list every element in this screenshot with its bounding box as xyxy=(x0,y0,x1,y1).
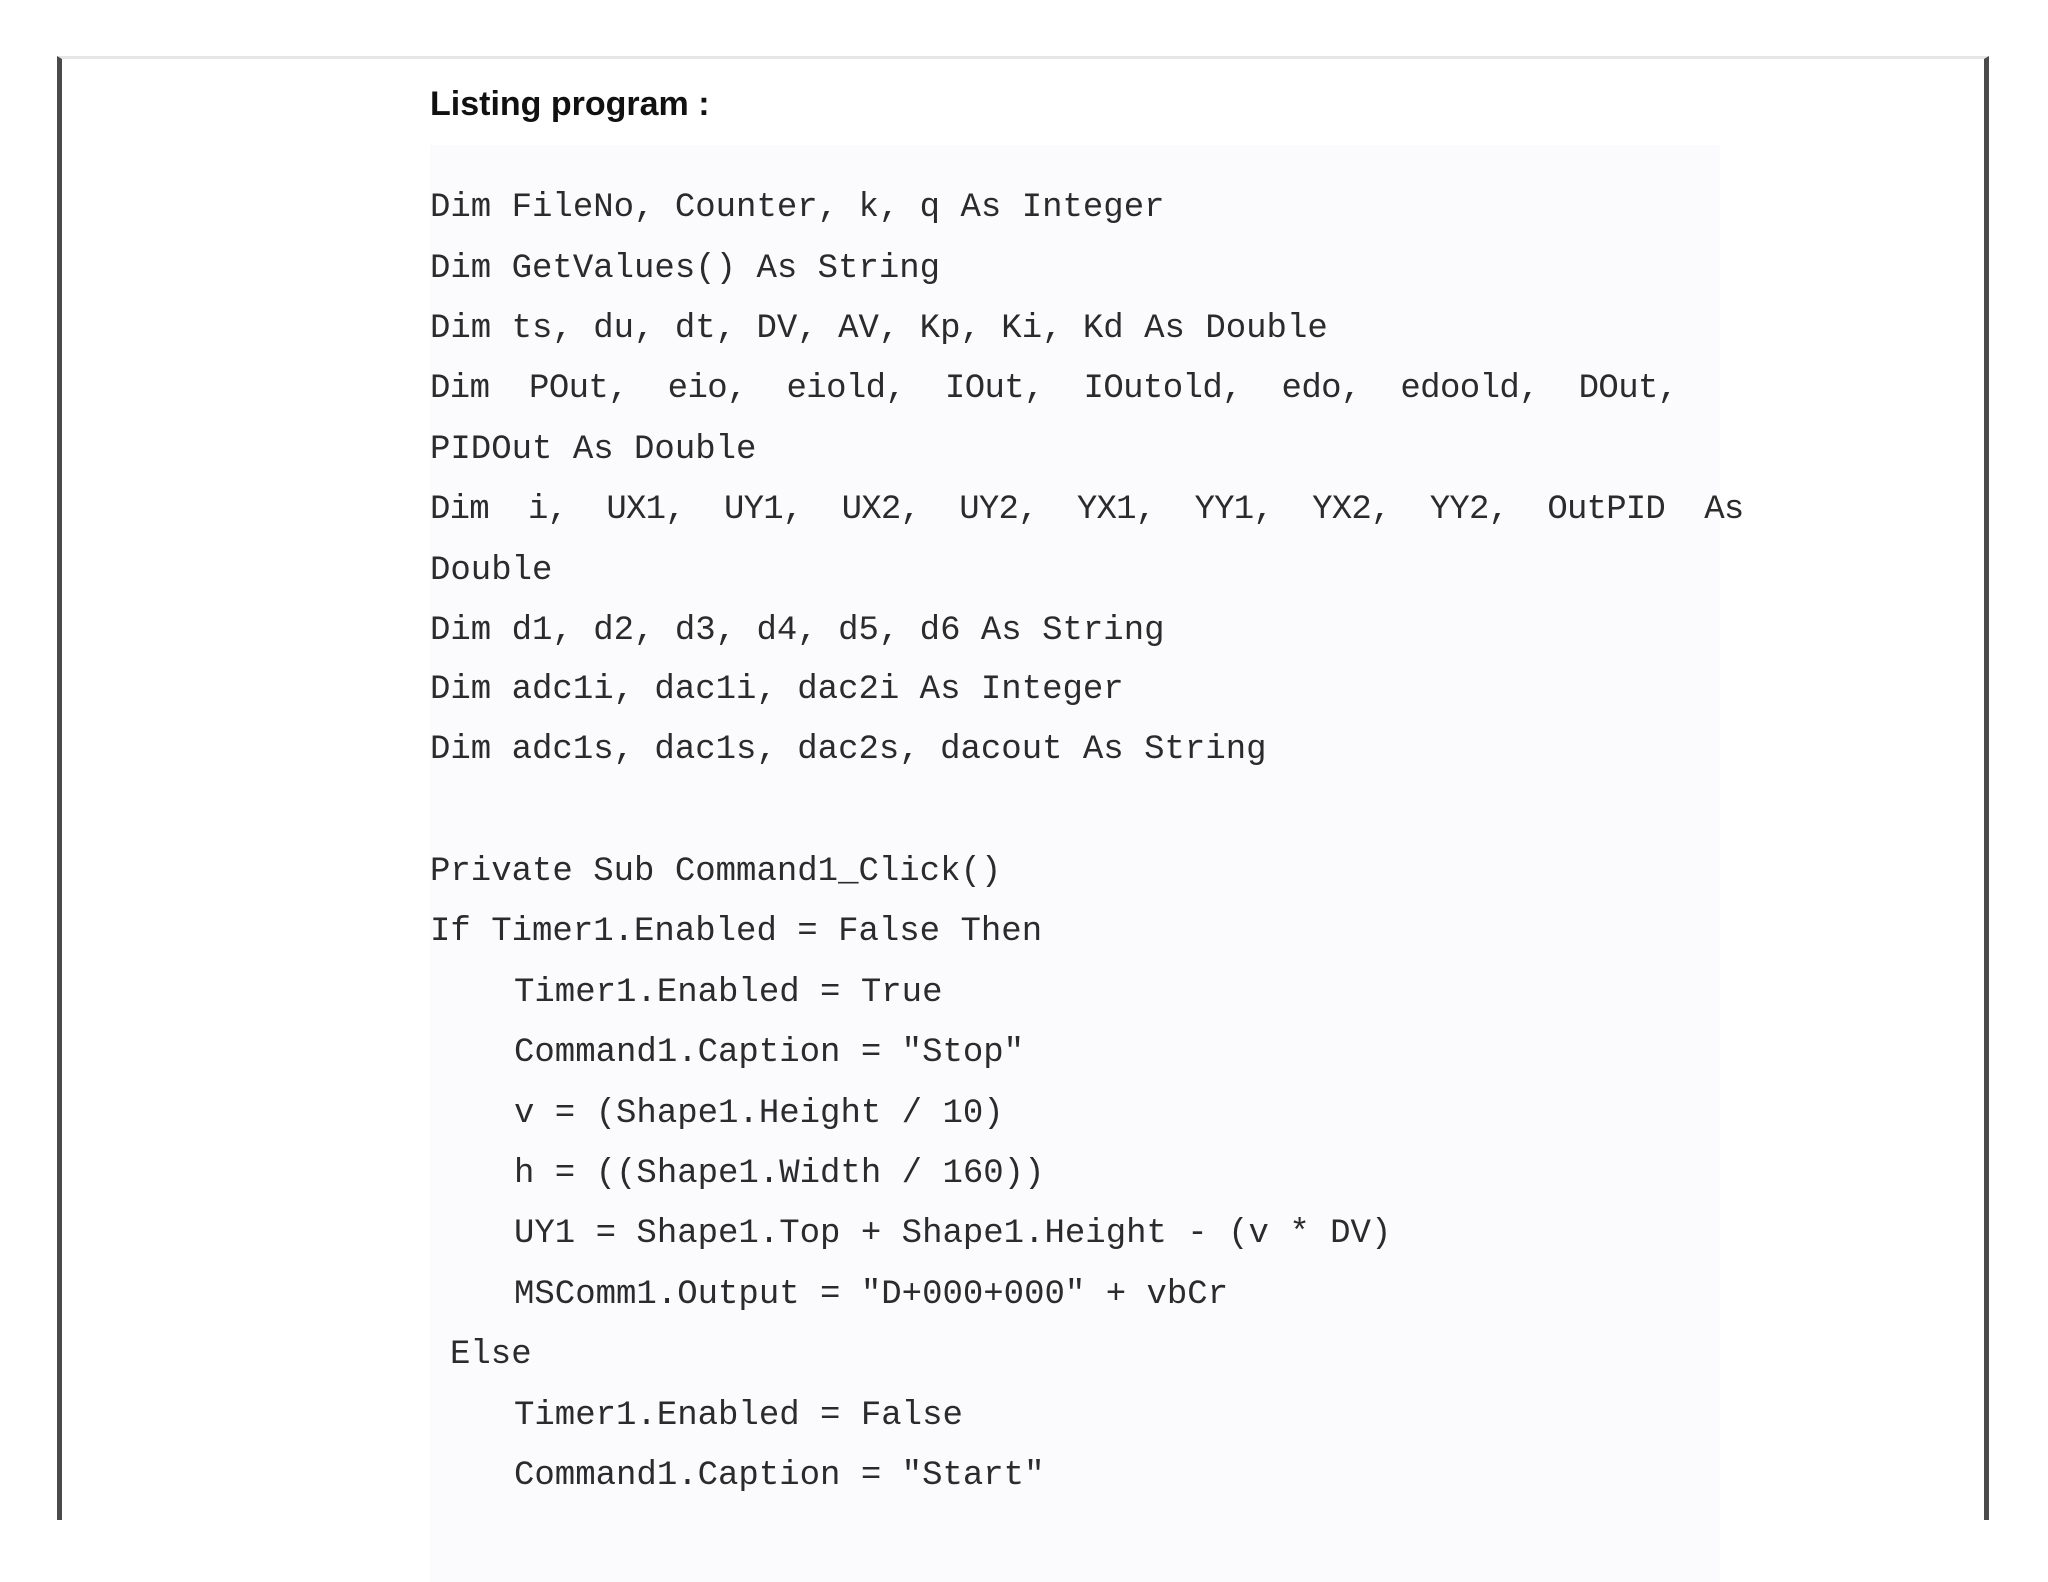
code-line-21: Command1.Caption = "Start" xyxy=(514,1457,1045,1495)
code-line-16: h = ((Shape1.Width / 160)) xyxy=(514,1155,1045,1193)
code-line-4: Dim POut, eio, eiold, IOut, IOutold, edo, edoold, DOut, xyxy=(430,370,1678,408)
code-line-17: UY1 = Shape1.Top + Shape1.Height - (v * DV) xyxy=(514,1215,1392,1253)
code-line-19: Else xyxy=(450,1336,532,1374)
listing-heading: Listing program : xyxy=(430,85,710,123)
code-line-1: Dim FileNo, Counter, k, q As Integer xyxy=(430,189,1165,227)
code-line-8: Dim d1, d2, d3, d4, d5, d6 As String xyxy=(430,612,1165,650)
code-line-11: Private Sub Command1_Click() xyxy=(430,853,1002,891)
code-line-20: Timer1.Enabled = False xyxy=(514,1397,963,1435)
code-line-6: Dim i, UX1, UY1, UX2, UY2, YX1, YY1, YX2, YY2, OutPID As xyxy=(430,491,1744,529)
code-line-5: PIDOut As Double xyxy=(430,431,757,469)
code-line-13: Timer1.Enabled = True xyxy=(514,974,943,1012)
code-line-15: v = (Shape1.Height / 10) xyxy=(514,1095,1004,1133)
code-line-2: Dim GetValues() As String xyxy=(430,250,941,288)
code-line-10: Dim adc1s, dac1s, dac2s, dacout As String xyxy=(430,731,1267,769)
code-line-12: If Timer1.Enabled = False Then xyxy=(430,913,1043,951)
code-line-3: Dim ts, du, dt, DV, AV, Kp, Ki, Kd As Double xyxy=(430,310,1328,348)
code-line-18: MSComm1.Output = "D+000+000" + vbCr xyxy=(514,1276,1229,1314)
code-line-7: Double xyxy=(430,552,553,590)
code-line-9: Dim adc1i, dac1i, dac2i As Integer xyxy=(430,671,1124,709)
code-line-14: Command1.Caption = "Stop" xyxy=(514,1034,1025,1072)
